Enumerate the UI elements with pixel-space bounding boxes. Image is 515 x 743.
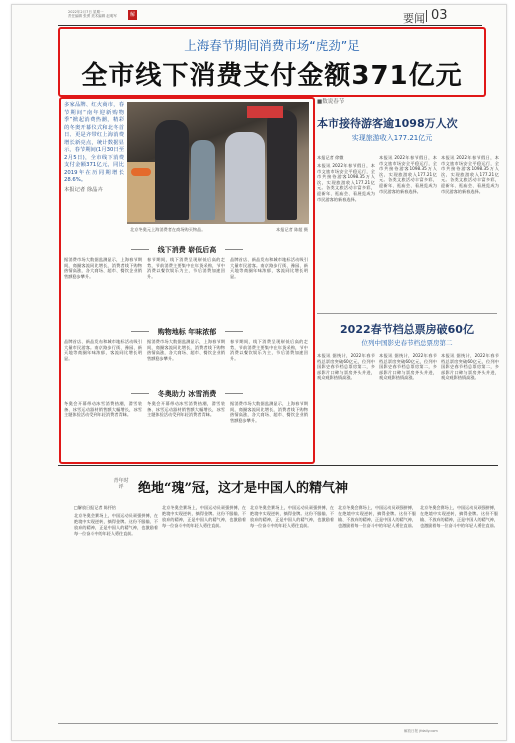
newspaper-page bbox=[11, 4, 507, 741]
opinion-column: 北京冬奥会赛场上，中国运动员顽强拼搏，在绝境中实现逆转，摘得金牌。这份不服输、不放弃的精神，正是中国人的精气神，也激励着每一位奋斗中的年轻人勇往直前。 bbox=[250, 505, 334, 528]
opinion-byline: □解放日报记者 陈抒怡 bbox=[74, 505, 117, 510]
lead-paragraph bbox=[64, 102, 124, 194]
right-divider bbox=[317, 313, 497, 314]
opinion-column: 北京冬奥会赛场上，中国运动员顽强拼搏，在绝境中实现逆转，摘得金牌。这份不服输、不放弃的精神，正是中国人的精气神，也激励着每一位奋斗中的年轻人勇往直前。 bbox=[162, 505, 246, 528]
page-number: 03 bbox=[431, 8, 448, 23]
body-column: 品牌首店、新品发布和城市地标活动吸引大量市民游客。南京路步行街、豫园、新天地等商圈年味浓郁，客流同比增长明显。 bbox=[230, 257, 308, 279]
opinion-column: 北京冬奥会赛场上，中国运动员顽强拼搏，在绝境中实现逆转，摘得金牌。这份不服输、不放弃的精神，正是中国人的精气神，也激励着每一位奋斗中的年轻人勇往直前。 bbox=[420, 505, 498, 528]
lead-byline: 本报记者 徐晶卉 bbox=[64, 186, 103, 193]
headline-main: 全市线下消费支付金额371亿元 bbox=[81, 61, 463, 91]
body-column: 冬奥会开幕带动冰雪消费热潮，滑雪装备、冰雪运动器材销售额大幅增长，冰雪主题体验活动受到年轻消费者青睐。 bbox=[64, 401, 142, 418]
lead-text: 多家品牌、红火商市，春节期间“南年迎新购物季”掀起消费热潮，精彩的冬奥开幕仪式和北冬首日、更是齐带红上海消费增长新亮点，统计数据显示，春节期间(1月30日至2月5日)，全市线下消费支付金额371亿元，同比2019年在历同期增长28.6%。 bbox=[64, 102, 124, 183]
photo-sign bbox=[247, 106, 283, 118]
photo-person bbox=[225, 132, 265, 222]
footer-rule bbox=[58, 723, 498, 724]
body-column: 据消费市场大数据监测显示，上海春节期间，商圈客流同比增长，消费者线下购物热情高涨，各大商场、超市、餐饮企业销售额稳步攀升。 bbox=[230, 401, 308, 423]
footer-text: 解放日报 jfdaily.com bbox=[404, 729, 438, 733]
newspaper-logo: 解 bbox=[129, 12, 135, 18]
opinion-column: 北京冬奥会赛场上，中国运动员顽强拼搏，在绝境中实现逆转，摘得金牌。这份不服输、不放弃的精神，正是中国人的精气神，也激励着每一位奋斗中的年轻人勇往直前。 bbox=[74, 513, 158, 536]
photo-caption: 北京冬奥元上海消费者在商场购买物品。 bbox=[130, 227, 206, 232]
subhead-1: 线下消费 崭低后高 bbox=[131, 245, 243, 255]
headline-box bbox=[58, 27, 486, 97]
right-top-column: 本报讯 2022年春节假日，本市文旅市场安全平稳运行，全市共接待游客1098.35万人次，实现旅游收入177.21亿元。各类文旅活动丰富多彩，迎新年、逛庙会、看展览成为市民游客的新春选择。 bbox=[441, 155, 499, 194]
right-bottom-column: 本报讯 据统计，2022年春节档总票房突破60亿元，位列中国影史春节档总票房第二，多部影片口碑与票房齐头并进，观众观影热情高涨。 bbox=[379, 353, 437, 381]
right-bottom-column: 本报讯 据统计，2022年春节档总票房突破60亿元，位列中国影史春节档总票房第二，多部影片口碑与票房齐头并进，观众观影热情高涨。 bbox=[317, 353, 375, 381]
right-bottom-subtitle: 位列中国影史春节档总票房第二 bbox=[361, 339, 453, 347]
opinion-rule bbox=[58, 465, 498, 466]
right-bottom-column: 本报讯 据统计，2022年春节档总票房突破60亿元，位列中国影史春节档总票房第二，多部影片口碑与票房齐头并进，观众观影热情高涨。 bbox=[441, 353, 499, 381]
photo-person bbox=[191, 140, 215, 220]
opinion-title: 绝地“瑰”冠，这才是中国人的精气神 bbox=[138, 481, 348, 496]
section-label: ■数说春节 bbox=[317, 99, 345, 105]
lead-story bbox=[59, 97, 315, 464]
news-photo bbox=[127, 102, 309, 224]
subhead-3: 冬奥助力 冰雪消费 bbox=[131, 389, 243, 399]
opinion-column: 北京冬奥会赛场上，中国运动员顽强拼搏，在绝境中实现逆转，摘得金牌。这份不服输、不放弃的精神，正是中国人的精气神，也激励着每一位奋斗中的年轻人勇往直前。 bbox=[338, 505, 416, 528]
masthead bbox=[12, 5, 506, 27]
right-bottom-title: 2022春节档总票房破60亿 bbox=[340, 323, 474, 336]
right-top-column: 本报讯 2022年春节假日，本市文旅市场安全平稳运行，全市共接待游客1098.35万人次，实现旅游收入177.21亿元。各类文旅活动丰富多彩，迎新年、逛庙会、看展览成为市民游客的新春选择。 bbox=[317, 163, 375, 202]
right-top-byline: 本报记者 徐微 bbox=[317, 155, 344, 160]
photo-fruit bbox=[131, 168, 151, 176]
right-top-column: 本报讯 2022年春节假日，本市文旅市场安全平稳运行，全市共接待游客1098.35万人次，实现旅游收入177.21亿元。各类文旅活动丰富多彩，迎新年、逛庙会、看展览成为市民游客的新春选择。 bbox=[379, 155, 437, 194]
body-column: 冬奥会开幕带动冰雪消费热潮，滑雪装备、冰雪运动器材销售额大幅增长，冰雪主题体验活动受到年轻消费者青睐。 bbox=[147, 401, 225, 418]
masthead-separator bbox=[426, 10, 427, 22]
subhead-2: 购物地标 年味浓郁 bbox=[131, 327, 243, 337]
date-line: 2022年2月7日 星期一 责任编辑 张勇 美术编辑 赵明军 bbox=[68, 10, 117, 18]
headline-kicker: 上海春节期间消费市场“虎劲”足 bbox=[184, 38, 360, 53]
body-column: 春节期间，线下消费呈现崭低后高的走势，节前消费主要集中在年货采购，节中消费以餐饮娱乐为主，节后消费加速回升。 bbox=[147, 257, 225, 279]
section-title: 要闻 bbox=[403, 12, 425, 25]
right-top-subtitle: 实现旅游收入177.21亿元 bbox=[351, 134, 433, 142]
right-top-title: 本市接待游客逾1098万人次 bbox=[317, 117, 458, 130]
body-column: 据消费市场大数据监测显示，上海春节期间，商圈客流同比增长，消费者线下购物热情高涨，各大商场、超市、餐饮企业销售额稳步攀升。 bbox=[147, 339, 225, 361]
photo-person bbox=[267, 110, 297, 220]
photo-person bbox=[155, 120, 189, 220]
photo-credit: 本报记者 陈超 摄 bbox=[276, 227, 308, 232]
opinion-tag: 青年时评 bbox=[113, 478, 129, 490]
right-top-story bbox=[317, 97, 497, 143]
body-column: 春节期间，线下消费呈现崭低后高的走势，节前消费主要集中在年货采购，节中消费以餐饮娱乐为主，节后消费加速回升。 bbox=[230, 339, 308, 361]
body-column: 据消费市场大数据监测显示，上海春节期间，商圈客流同比增长，消费者线下购物热情高涨，各大商场、超市、餐饮企业销售额稳步攀升。 bbox=[64, 257, 142, 279]
masthead-rule bbox=[58, 25, 482, 26]
body-column: 品牌首店、新品发布和城市地标活动吸引大量市民游客。南京路步行街、豫园、新天地等商圈年味浓郁，客流同比增长明显。 bbox=[64, 339, 142, 361]
